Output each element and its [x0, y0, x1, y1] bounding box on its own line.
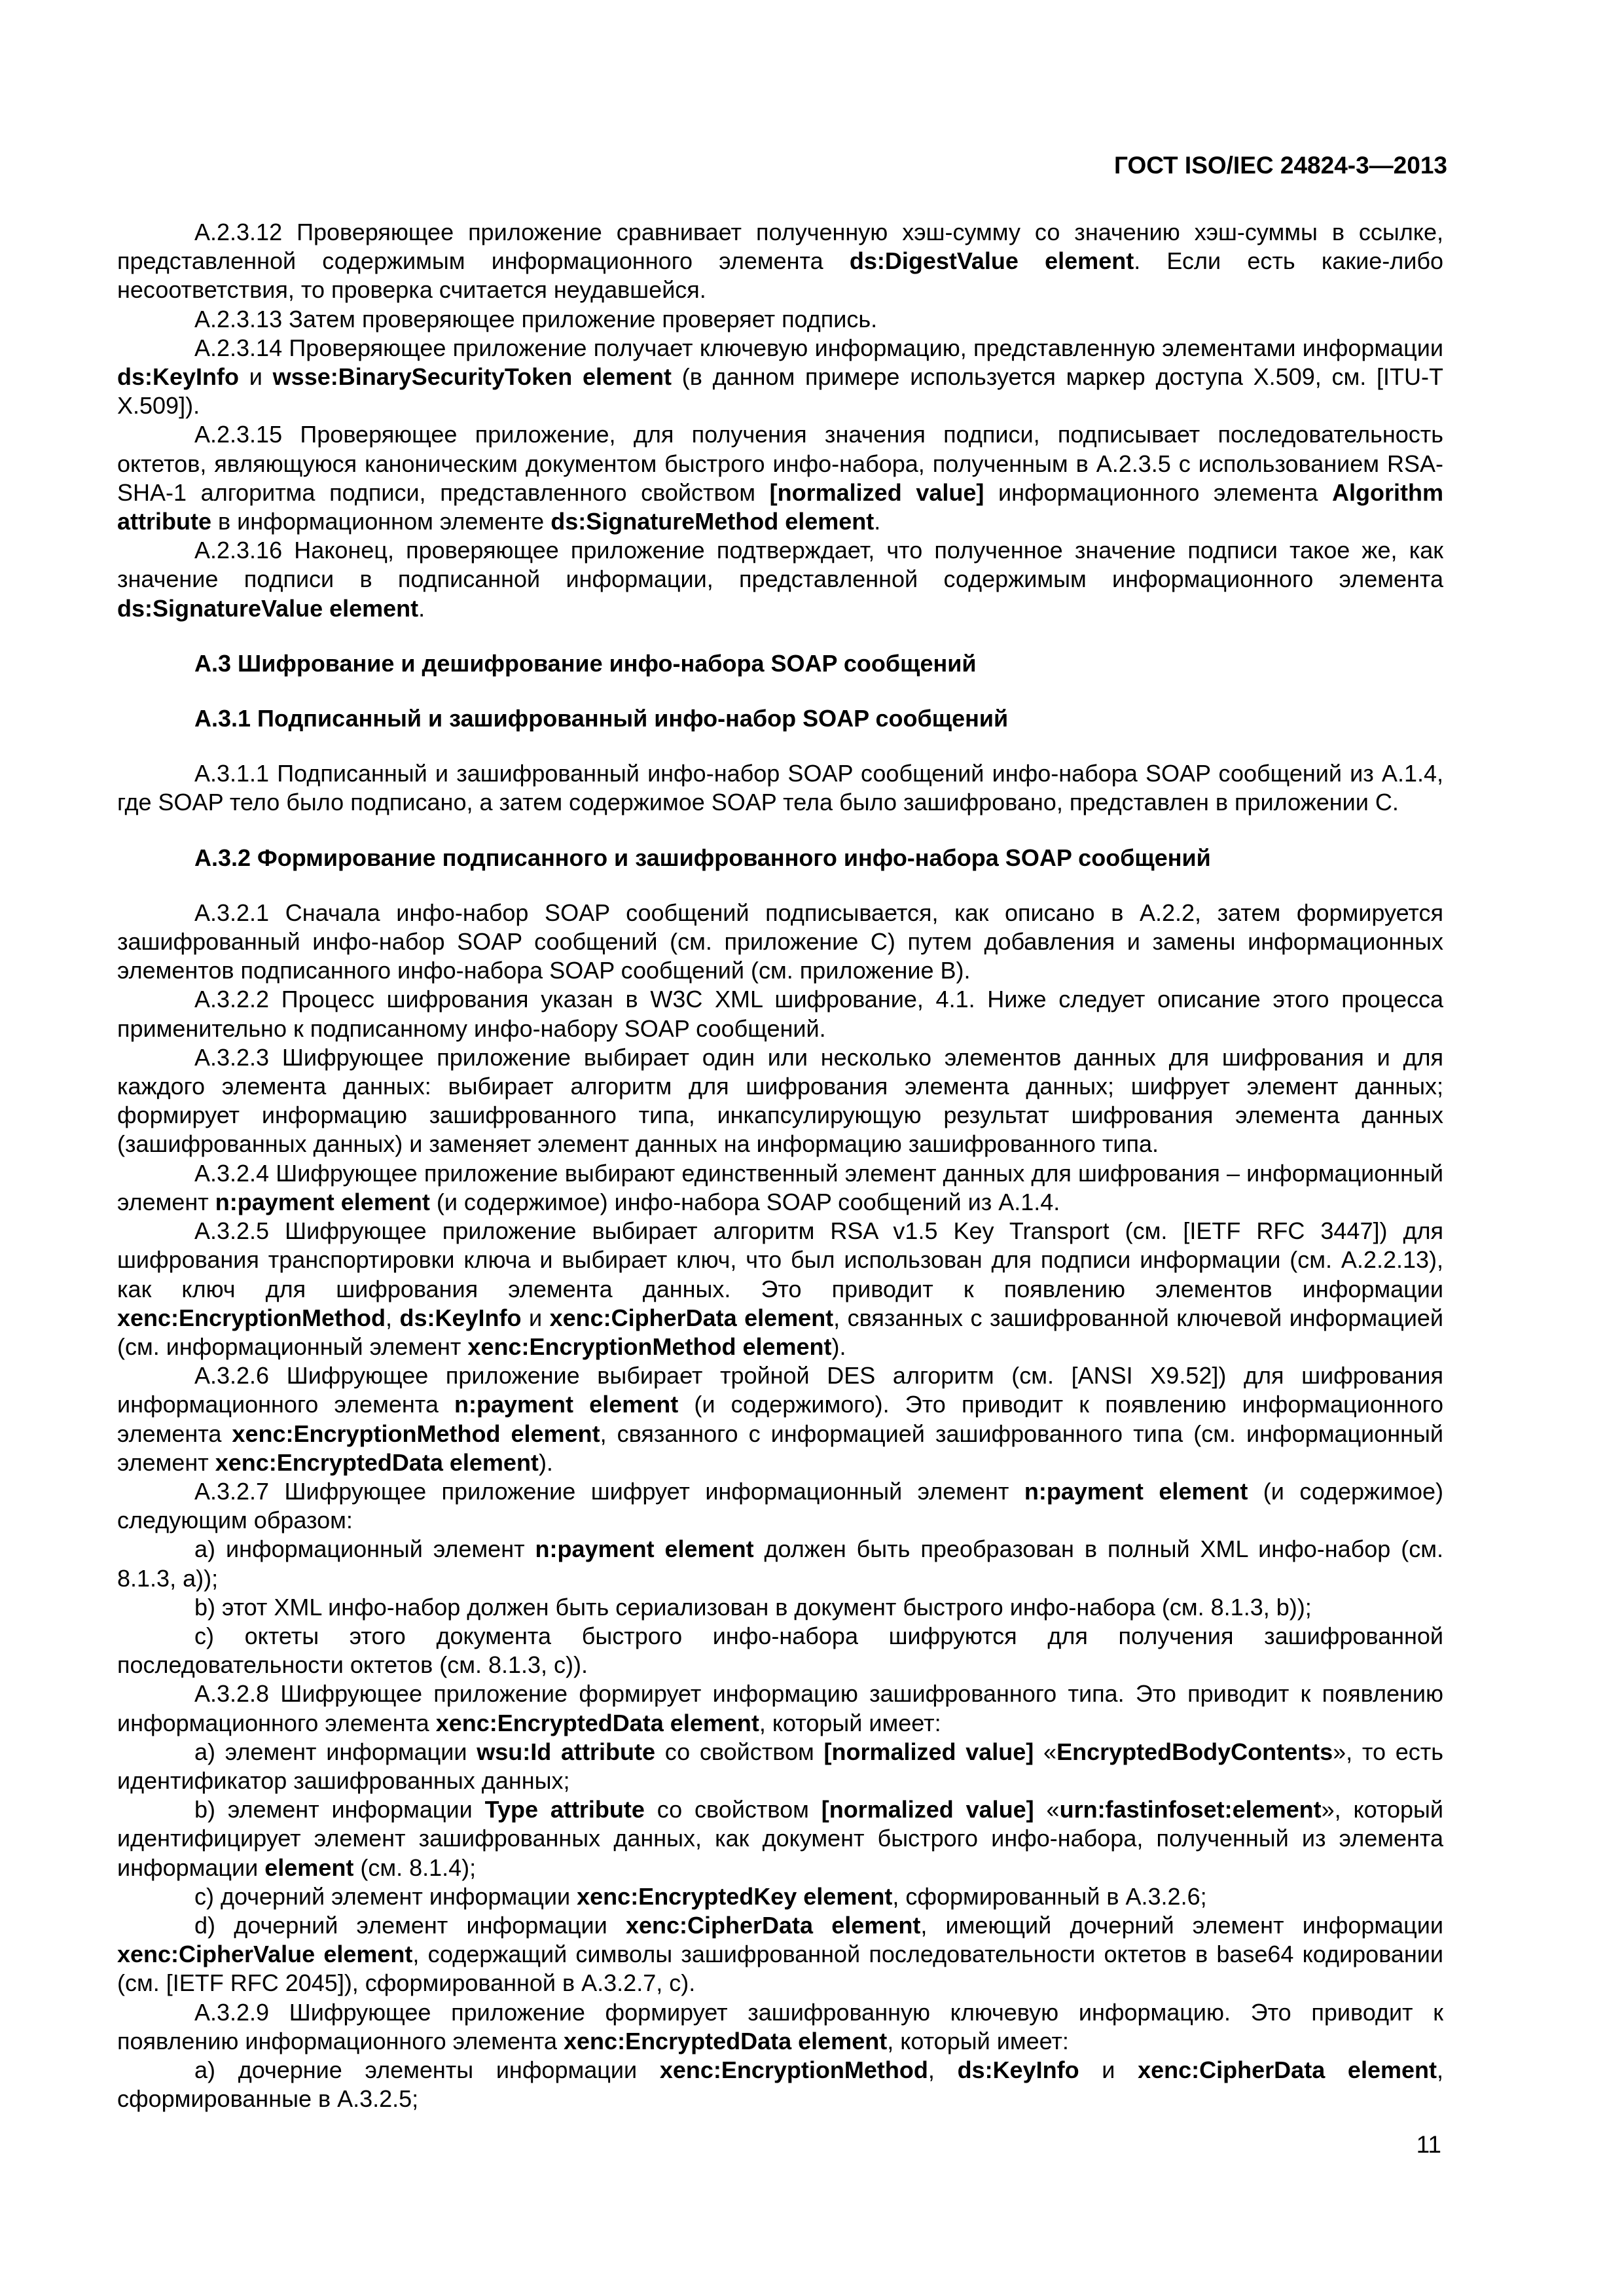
subsection-heading: A.3.1 Подписанный и зашифрованный инфо-набор SOAP сообщений — [194, 705, 1009, 732]
text-run: и — [239, 363, 273, 391]
text-run: (и содержимого). Это приводит к появлению информационного элемента — [117, 1391, 1443, 1447]
text-run: », который идентифицирует элемент зашифрованных данных, как документ быстрого инфо-набора, полученный из элемента информации — [117, 1796, 1444, 1881]
text-run: A.3.2.4 Шифрующее приложение выбирают единственный элемент данных для шифрования – информационный элемент — [117, 1159, 1443, 1215]
text-run: , сформированные в A.3.2.5; — [117, 2056, 1443, 2113]
paragraph — [117, 305, 1443, 334]
bold-term: element — [264, 1854, 354, 1881]
text-run: (и содержимое) следующим образом: — [117, 1477, 1443, 1534]
text-run: . — [418, 594, 425, 622]
section-heading: A.3 Шифрование и дешифрование инфо-набора SOAP сообщений — [194, 649, 977, 677]
text-run: , сформированный в A.3.2.6; — [892, 1882, 1207, 1910]
text-run: b) этот XML инфо-набор должен быть сериализован в документ быстрого инфо-набора (см. 8.1.3, b)); — [194, 1593, 1312, 1621]
text-run: (см. 8.1.4); — [353, 1854, 477, 1881]
bold-term: xenc:EncryptedData element — [564, 2027, 888, 2054]
list-item — [117, 1795, 1443, 1882]
text-run: A.3.2.1 Сначала инфо-набор SOAP сообщений подписывается, как описано в A.2.2, затем формируется зашифрованный инфо-набор SOAP сообщений (см. приложение C) путем добавления и замены информационных элементов подписанного инфо-набора SOAP сообщений (см. приложение B). — [117, 899, 1443, 984]
bold-term: ds:DigestValue element — [849, 247, 1134, 275]
bold-term: n:payment element — [535, 1535, 754, 1563]
text-run: , имеющий дочерний элемент информации — [920, 1911, 1443, 1939]
bold-term: ds:KeyInfo — [117, 363, 240, 391]
text-run: , содержащий символы зашифрованной последовательности октетов в base64 кодировании (см. [IETF RFC 2045]), сформированной в A.3.2.7, c). — [117, 1941, 1444, 1997]
paragraph — [117, 1361, 1443, 1477]
text-run: , связанного с информацией зашифрованного типа (см. информационный элемент — [117, 1420, 1443, 1476]
bold-term: [normalized value] — [823, 1738, 1034, 1765]
paragraph — [117, 899, 1443, 986]
bold-term: Algorithm attribute — [117, 478, 1443, 535]
bold-term: xenc:CipherData element — [1138, 2056, 1437, 2083]
paragraph — [117, 1477, 1443, 1535]
text-run: a) дочерние элементы информации — [194, 2056, 660, 2083]
list-item — [117, 1882, 1443, 1911]
text-run: в информационном элементе — [211, 508, 551, 535]
list-item — [117, 1535, 1443, 1592]
bold-term: xenc:CipherData element — [625, 1911, 921, 1939]
text-run: со свойством — [644, 1796, 821, 1823]
bold-term: n:payment element — [454, 1391, 679, 1418]
bold-term: n:payment element — [215, 1188, 430, 1215]
text-run: информационного элемента — [984, 478, 1332, 506]
text-run: « — [1034, 1738, 1057, 1765]
text-run: A.2.3.14 Проверяющее приложение получает ключевую информацию, представленную элементами информации — [194, 334, 1443, 361]
paragraph — [117, 420, 1443, 536]
subsection-heading: A.3.2 Формирование подписанного и зашифрованного инфо-набора SOAP сообщений — [194, 844, 1211, 871]
list-item — [117, 1622, 1443, 1679]
bold-term: xenc:EncryptedData element — [215, 1448, 539, 1476]
paragraph — [117, 334, 1443, 421]
bold-term: EncryptedBodyContents — [1056, 1738, 1333, 1765]
text-run: A.2.3.12 Проверяющее приложение сравнивает полученную хэш-сумму со значению хэш-суммы в ссылке, представленной содержимым информационного элемента — [117, 219, 1443, 275]
bold-term: xenc:CipherData element — [549, 1304, 834, 1331]
paragraph — [117, 759, 1443, 817]
text-run: c) октеты этого документа быстрого инфо-набора шифруются для получения зашифрованной последовательности октетов (см. 8.1.3, c)). — [117, 1622, 1443, 1679]
text-run: (в данном примере используется маркер доступа X.509, см. [ITU-T X.509]). — [117, 363, 1443, 420]
paragraph — [117, 1159, 1443, 1217]
text-run: A.3.2.5 Шифрующее приложение выбирает алгоритм RSA v1.5 Key Transport (см. [IETF RFC 3447]) для шифрования транспортировки ключа и выбирает ключ, что был использован для подписи информации (см. A.2.2.13), как ключ для шифрования элемента данных. Это приводит к появлению элементов информации — [117, 1217, 1443, 1302]
text-run: d) дочерний элемент информации — [194, 1911, 626, 1939]
bold-term: xenc:CipherValue element — [117, 1941, 413, 1968]
list-item — [117, 1911, 1443, 1998]
text-run: A.3.2.6 Шифрующее приложение выбирает тройной DES алгоритм (см. [ANSI X9.52]) для шифрования информационного элемента — [117, 1362, 1443, 1418]
paragraph — [117, 1998, 1443, 2056]
text-run: b) элемент информации — [194, 1796, 485, 1823]
document-header: ГОСТ ISO/IEC 24824-3—2013 — [1113, 152, 1447, 179]
list-item — [117, 2056, 1443, 2113]
paragraph — [117, 985, 1443, 1043]
text-run: », то есть идентификатор зашифрованных данных; — [117, 1738, 1443, 1794]
text-run: A.2.3.13 Затем проверяющее приложение проверяет подпись. — [194, 305, 878, 332]
bold-term: [normalized value] — [821, 1796, 1034, 1823]
bold-term: wsse:BinarySecurityToken element — [272, 363, 672, 391]
bold-term: xenc:EncryptedKey element — [577, 1882, 893, 1910]
bold-term: urn:fastinfoset:element — [1059, 1796, 1322, 1823]
text-run: A.2.3.15 Проверяющее приложение, для получения значения подписи, подписывает последовательность октетов, являющуюся каноническим документом быстрого инфо-набора, полученным в A.2.3.5 с использованием RSA-SHA-1 алгоритма подписи, представленного свойством — [117, 421, 1443, 506]
paragraph — [117, 1679, 1443, 1737]
text-run: (и содержимое) инфо-набора SOAP сообщений из A.1.4. — [429, 1188, 1060, 1215]
text-run: , который имеет: — [887, 2027, 1069, 2054]
bold-term: Type attribute — [484, 1796, 645, 1823]
bold-term: xenc:EncryptionMethod — [659, 2056, 928, 2083]
bold-term: ds:KeyInfo — [399, 1304, 522, 1331]
bold-term: ds:SignatureValue element — [117, 594, 419, 622]
text-run: ). — [831, 1333, 846, 1360]
text-run: , который имеет: — [759, 1709, 941, 1736]
text-run: A.3.1.1 Подписанный и зашифрованный инфо-набор SOAP сообщений инфо-набора SOAP сообщений из A.1.4, где SOAP тело было подписано, а затем содержимое SOAP тела было зашифровано, представлен в приложении C. — [117, 760, 1443, 816]
text-run: a) информационный элемент — [194, 1535, 535, 1563]
bold-term: xenc:EncryptionMethod element — [467, 1333, 832, 1360]
text-run: должен быть преобразован в полный XML инфо-набор (см. 8.1.3, a)); — [117, 1535, 1444, 1592]
text-run: ). — [538, 1448, 553, 1476]
bold-term: xenc:EncryptedData element — [435, 1709, 759, 1736]
paragraph — [117, 1043, 1443, 1159]
text-run: A.2.3.16 Наконец, проверяющее приложение подтверждает, что полученное значение подписи такое же, как значение подписи в подписанной информации, представленной содержимым информационного элемента — [117, 537, 1443, 593]
text-run: A.3.2.2 Процесс шифрования указан в W3C XML шифрование, 4.1. Ниже следует описание этого процесса применительно к подписанному инфо-набору SOAP сообщений. — [117, 986, 1443, 1042]
text-run: « — [1034, 1796, 1060, 1823]
paragraph — [117, 536, 1443, 623]
text-run: и — [1079, 2056, 1138, 2083]
text-run: A.3.2.3 Шифрующее приложение выбирает один или несколько элементов данных для шифрования и для каждого элемента данных: выбирает алгоритм для шифрования элемента данных; шифрует элемент данных; формирует информацию зашифрованного типа, инкапсулирующую результат шифрования элемента данных (зашифрованных данных) и заменяет элемент данных на информацию зашифрованного типа. — [117, 1043, 1443, 1158]
text-run: . Если есть какие-либо несоответствия, то проверка считается неудавшейся. — [117, 247, 1444, 304]
document-body — [117, 218, 1443, 2113]
page-number: 11 — [1416, 2131, 1441, 2158]
paragraph — [117, 218, 1443, 305]
paragraph — [117, 1217, 1443, 1361]
list-item — [117, 1593, 1443, 1622]
text-run: . — [874, 508, 881, 535]
bold-term: xenc:EncryptionMethod — [117, 1304, 386, 1331]
bold-term: [normalized value] — [769, 478, 984, 506]
text-run: , — [386, 1304, 400, 1331]
bold-term: xenc:EncryptionMethod element — [232, 1420, 600, 1447]
text-run: и — [521, 1304, 550, 1331]
text-run: A.3.2.8 Шифрующее приложение формирует информацию зашифрованного типа. Это приводит к появлению информационного элемента — [117, 1680, 1443, 1736]
text-run: , связанных с зашифрованной ключевой информацией (см. информационный элемент — [117, 1304, 1443, 1360]
text-run: со свойством — [655, 1738, 824, 1765]
text-run: A.3.2.9 Шифрующее приложение формирует зашифрованную ключевую информацию. Это приводит к появлению информационного элемента — [117, 1998, 1443, 2054]
list-item — [117, 1738, 1443, 1795]
text-run: c) дочерний элемент информации — [194, 1882, 577, 1910]
text-run: A.3.2.7 Шифрующее приложение шифрует информационный элемент — [194, 1477, 1024, 1505]
bold-term: wsu:Id attribute — [477, 1738, 655, 1765]
bold-term: ds:KeyInfo — [957, 2056, 1079, 2083]
bold-term: n:payment element — [1024, 1477, 1248, 1505]
text-run: a) элемент информации — [194, 1738, 477, 1765]
bold-term: ds:SignatureMethod element — [550, 508, 875, 535]
text-run: , — [928, 2056, 958, 2083]
